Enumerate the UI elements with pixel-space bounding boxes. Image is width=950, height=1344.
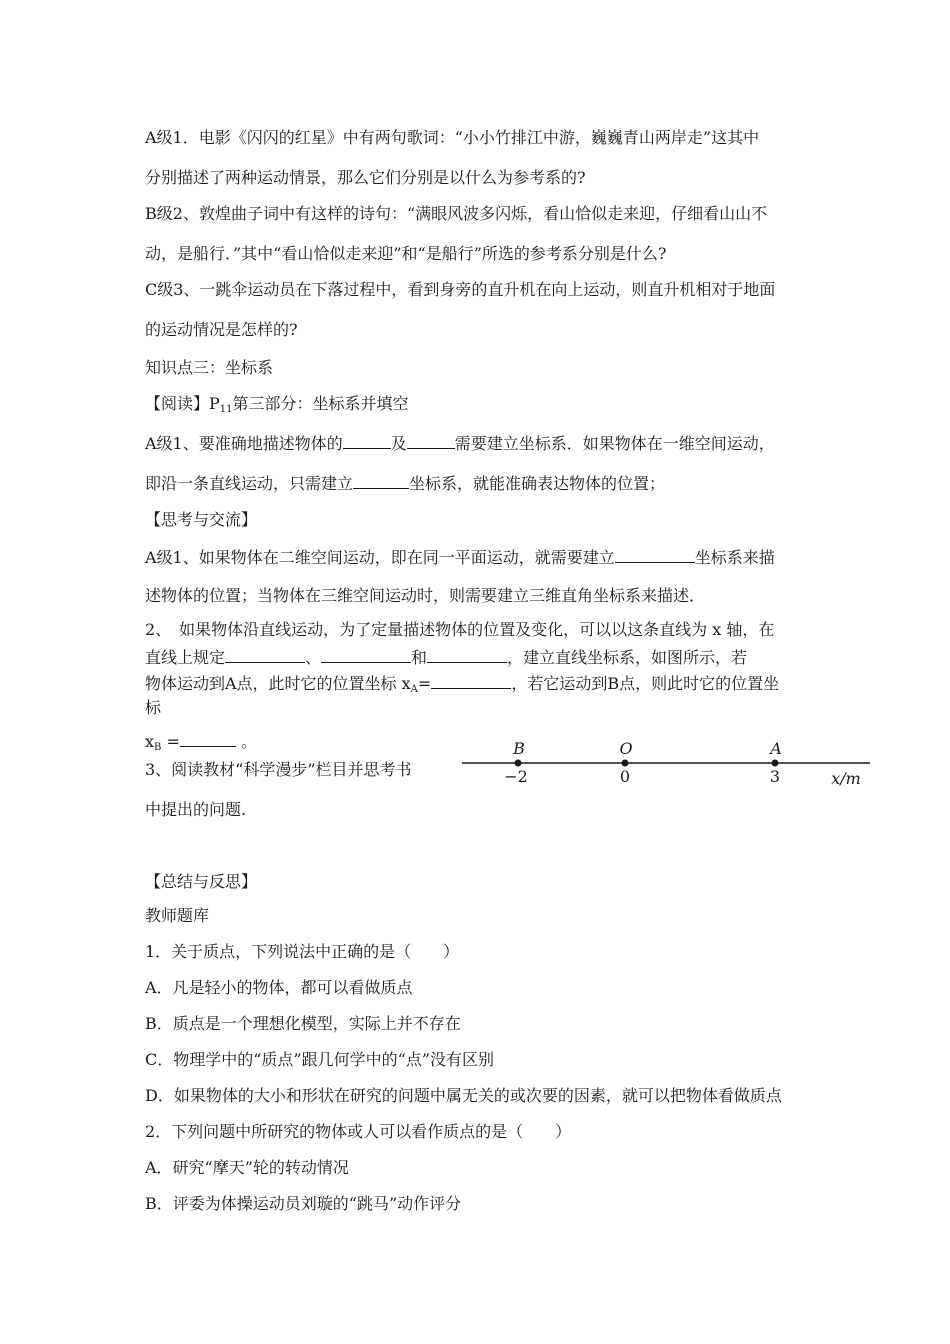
kp3-question-a1-line1: A级1、要准确地描述物体的 及 需要建立坐标系．如果物体在一维空间运动， xyxy=(145,434,775,453)
text-line: 述物体的位置；当物体在三维空间运动时，则需要建立三维直角坐标系来描述． xyxy=(145,586,706,605)
section-title-summary: 【总结与反思】 xyxy=(145,872,258,891)
mc-question-1: 1．关于质点，下列说法中正确的是（ ） xyxy=(145,942,460,961)
number-line-diagram xyxy=(462,736,872,792)
fill-blank[interactable] xyxy=(353,472,409,489)
option-b: B．评委为体操运动员刘璇的“跳马”动作评分 xyxy=(145,1194,462,1213)
tick-label-a: 3 xyxy=(769,767,781,786)
option-d: D．如果物体的大小和形状在研究的问题中属无关的或次要的因素，就可以把物体看做质点 xyxy=(145,1086,782,1105)
kp3-question-a1-line2: 即沿一条直线运动，只需建立 坐标系，就能准确表达物体的位置； xyxy=(145,474,666,493)
text-line: 的运动情况是怎样的? xyxy=(145,320,298,339)
text-line: B级2、敦煌曲子词中有这样的诗句：“满眼风波多闪烁，看山恰似走来迎，仔细看山山不 xyxy=(145,204,768,223)
mc-question-2: 2．下列问题中所研究的物体或人可以看作质点的是（ ） xyxy=(145,1122,572,1141)
think-question-a1-line1: A级1、如果物体在二维空间运动，即在同一平面运动，就需要建立 坐标系来描 xyxy=(145,548,775,567)
point-o-label: O xyxy=(619,739,633,758)
fill-blank[interactable] xyxy=(343,432,391,449)
point-b-label: B xyxy=(513,739,525,758)
tick-label-o: 0 xyxy=(619,767,631,786)
think-question-2-line5: xB = 。 xyxy=(145,732,257,753)
text-line: C级3、一跳伞运动员在下落过程中，看到身旁的直升机在向上运动，则直升机相对于地面 xyxy=(145,280,776,299)
fill-blank[interactable] xyxy=(180,730,236,747)
fill-blank[interactable] xyxy=(225,646,305,663)
fill-blank[interactable] xyxy=(427,646,507,663)
fill-blank[interactable] xyxy=(321,646,411,663)
point-a-dot xyxy=(772,760,779,767)
section-title-think: 【思考与交流】 xyxy=(145,510,258,529)
text-line: 标 xyxy=(145,698,162,717)
option-b: B．质点是一个理想化模型，实际上并不存在 xyxy=(145,1014,461,1033)
section-title-kp3: 知识点三：坐标系 xyxy=(145,358,274,377)
text-line: 3、阅读教材“科学漫步”栏目并思考书 xyxy=(145,760,412,779)
point-o-dot xyxy=(622,760,629,767)
reading-instruction: 【阅读】P11第三部分：坐标系并填空 xyxy=(145,394,409,415)
option-c: C．物理学中的“质点”跟几何学中的“点”没有区别 xyxy=(145,1050,494,1069)
axis-unit-label: x/m xyxy=(831,769,861,788)
fill-blank[interactable] xyxy=(431,672,511,689)
think-question-2-line2: 直线上规定 、 和 ，建立直线坐标系，如图所示，若 xyxy=(145,648,748,667)
fill-blank[interactable] xyxy=(615,546,695,563)
tick-label-b: −2 xyxy=(504,767,528,786)
option-a: A．凡是轻小的物体，都可以看做质点 xyxy=(145,978,413,997)
point-b-dot xyxy=(515,760,522,767)
question-bank-title: 教师题库 xyxy=(145,906,210,925)
think-question-2-line3: 物体运动到A点，此时它的位置坐标 xA= ，若它运动到B点，则此时它的位置坐 xyxy=(145,674,780,695)
text-line: 动，是船行．”其中“看山恰似走来迎”和“是船行”所选的参考系分别是什么? xyxy=(145,244,667,263)
point-a-label: A xyxy=(770,739,782,758)
text-line: 中提出的问题. xyxy=(145,800,247,819)
text-line: A级1．电影《闪闪的红星》中有两句歌词：“小小竹排江中游，巍巍青山两岸走”这其中 xyxy=(145,128,760,147)
text-line: 2、 如果物体沿直线运动，为了定量描述物体的位置及变化，可以以这条直线为 x 轴，在 xyxy=(145,620,775,639)
option-a: A．研究“摩天”轮的转动情况 xyxy=(145,1158,349,1177)
text-line: 分别描述了两种运动情景，那么它们分别是以什么为参考系的? xyxy=(145,168,586,187)
fill-blank[interactable] xyxy=(407,432,455,449)
